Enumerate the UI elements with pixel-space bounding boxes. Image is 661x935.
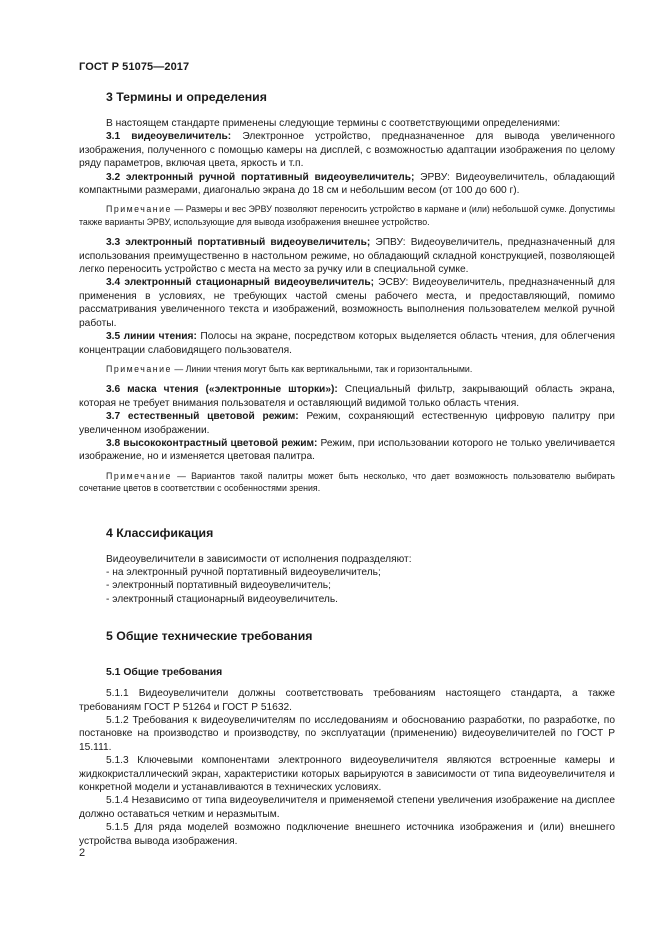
page-content: [79, 89, 615, 848]
term-3-4-name: 3.4 электронный стационарный видеоувеличитель;: [106, 277, 374, 289]
term-3-3: [79, 236, 615, 276]
note-3: [79, 470, 615, 495]
term-3-2-name: 3.2 электронный ручной портативный видеоувеличитель;: [106, 171, 415, 183]
list-item: - на электронный ручной портативный видеоувеличитель;: [106, 566, 381, 578]
term-3-1-definition: Электронное устройство, предназначенное для вывода увеличенного изображения, полученного с помощью камеры на дисплей, с возможностью адаптации изображения по целому ряду параметров, включая цвета, яркость и т.п.: [79, 131, 615, 170]
term-3-8-name: 3.8 высококонтрастный цветовой режим:: [106, 437, 318, 449]
note-2: [79, 363, 615, 375]
term-3-6-definition: Специальный фильтр, закрывающий область экрана, которая не требует внимания пользователя и оставляющий видимой только область чтения.: [79, 384, 615, 409]
term-3-7: [79, 410, 615, 437]
term-3-8: [79, 437, 615, 464]
paragraph-5-1-4: 5.1.4 Независимо от типа видеоувеличителя и применяемой степени увеличения изображение на дисплее должно оставаться четким и неразмытым.: [79, 795, 615, 820]
classification-list: [79, 566, 615, 606]
note-1-text: — Размеры и вес ЭРВУ позволяют переносить устройство в кармане и (или) небольшой сумке. Допустимы также варианты ЭРВУ, использующие для вывода изображения внешнее устройство.: [79, 204, 615, 227]
note-3-label: Примечание: [106, 470, 172, 481]
document-code-header: ГОСТ Р 51075—2017: [79, 61, 190, 73]
subsection-5-1-title: 5.1 Общие требования: [106, 667, 223, 679]
list-item: - электронный стационарный видеоувеличитель.: [106, 593, 338, 605]
list-item: - электронный портативный видеоувеличитель;: [106, 580, 331, 592]
term-3-1-name: 3.1 видеоувеличитель:: [106, 131, 232, 143]
term-3-4: [79, 276, 615, 330]
term-3-2-definition: ЭРВУ: Видеоувеличитель, обладающий компактными размерами, диагональю экрана до 18 см и небольшим весом (от 100 до 600 г).: [79, 171, 615, 197]
paragraph-5-1-2: 5.1.2 Требования к видеоувеличителям по исследованиям и обоснованию разработки, по разработке, по постановке на производство и производству, по эксплуатации (применению) видеоувеличителей по ГОСТ Р 15.111.: [79, 715, 615, 753]
note-1: [79, 203, 615, 228]
paragraph-5-1-3: 5.1.3 Ключевыми компонентами электронного видеоувеличителя являются встроенные камеры и жидкокристаллический экран, характеристики которых варьируются в зависимости от типа видеоувеличителя и конкретной модели и устанавливаются в технических условиях.: [79, 755, 615, 794]
term-3-8-definition: Режим, при использовании которого не только увеличивается изображение, но и изменяется цветовая палитра.: [79, 437, 615, 463]
spacer: [79, 656, 615, 666]
term-3-6: [79, 383, 615, 410]
term-3-6-name: 3.6 маска чтения («электронные шторки»):: [106, 384, 338, 396]
section-3-title: 3 Термины и определения: [106, 90, 267, 104]
paragraph-5-1-1: 5.1.1 Видеоувеличители должны соответствовать требованиям настоящего стандарта, а также требованиям ГОСТ Р 51264 и ГОСТ Р 51632.: [79, 688, 615, 713]
section-3-intro: В настоящем стандарте применены следующие термины с соответствующими определениями:: [106, 118, 561, 129]
term-3-2: [79, 171, 615, 198]
term-3-4-definition: ЭСВУ: Видеоувеличитель, предназначенный для применения в условиях, не требующих частой смены рабочего места, и предоставляющий, помимо рассматривания увеличенного текста и изображений, возможность выполнения пользователем мелкой ручной работы.: [79, 277, 615, 329]
note-3-text: — Вариантов такой палитры может быть несколько, что дает возможность пользователю выбирать сочетание цветов в соответствии с особенностями зрения.: [79, 470, 615, 494]
term-3-1: [79, 130, 615, 170]
spacer: [79, 503, 615, 525]
term-3-5: [79, 330, 615, 357]
section-5-title: 5 Общие технические требования: [106, 629, 313, 644]
section-4-intro: Видеоувеличители в зависимости от исполнения подразделяют:: [106, 553, 412, 565]
term-3-5-name: 3.5 линии чтения:: [106, 331, 197, 343]
spacer: [79, 606, 615, 628]
note-1-label: Примечание: [106, 204, 172, 215]
term-3-3-definition: ЭПВУ: Видеоувеличитель, предназначенный для использования преимущественно в настольном режиме, но обладающий складной конструкцией, позволяющей легко переносить устройство с места на место за ручку или в специальной сумке.: [79, 237, 615, 276]
term-3-7-name: 3.7 естественный цветовой режим:: [106, 411, 299, 423]
note-2-label: Примечание: [106, 363, 172, 374]
term-3-3-name: 3.3 электронный портативный видеоувеличитель;: [106, 237, 371, 249]
page-number: 2: [79, 847, 86, 859]
paragraph-5-1-5: 5.1.5 Для ряда моделей возможно подключение внешнего источника изображения и (или) внешнего устройства вывода изображения.: [79, 822, 615, 847]
note-2-text: — Линии чтения могут быть как вертикальными, так и горизонтальными.: [171, 363, 473, 374]
term-3-5-definition: Полосы на экране, посредством которых выделяется область чтения, для облегчения концентрации слабовидящего пользователя.: [79, 331, 616, 356]
section-4-title: 4 Классификация: [106, 525, 214, 540]
term-3-7-definition: Режим, сохраняющий естественную цифровую палитру при увеличенном изображении.: [79, 411, 615, 436]
